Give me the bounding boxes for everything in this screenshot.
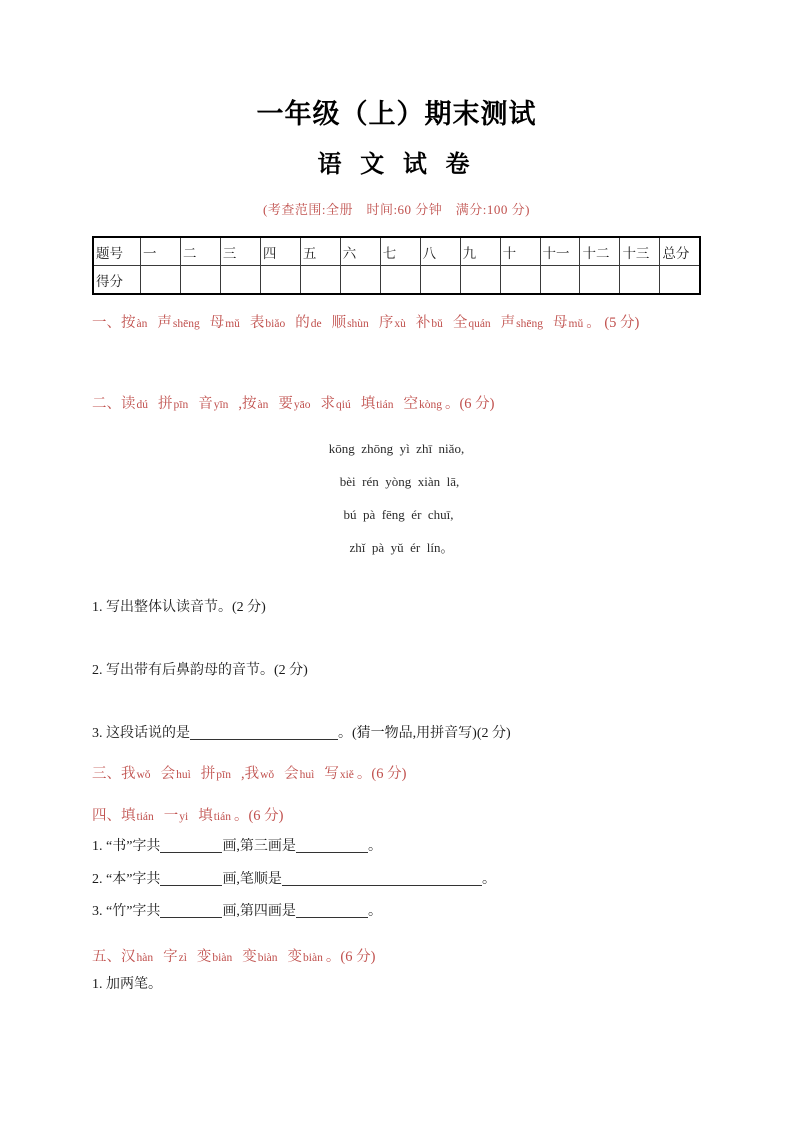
pinyin-line-1: kōng zhōng yì zhī niǎo, bbox=[328, 440, 465, 456]
score-cell-12[interactable] bbox=[620, 266, 660, 295]
hanzi: 母 bbox=[553, 315, 568, 332]
hanzi: 空 bbox=[403, 395, 418, 412]
section-5-points: (6 分) bbox=[340, 949, 376, 966]
section-1-body bbox=[121, 315, 586, 331]
score-cell-10[interactable] bbox=[540, 266, 580, 295]
hanzi: 顺 bbox=[331, 315, 347, 332]
table-row-header bbox=[93, 237, 700, 266]
exam-meta-note: (考查范围:全册 时间:60 分钟 满分:100 分) bbox=[263, 202, 530, 218]
hanzi: 会 bbox=[160, 766, 176, 783]
section-4-body bbox=[121, 808, 234, 824]
section-4-item-1-mid: 画,第三画是 bbox=[222, 838, 296, 854]
fill-blank-guess[interactable] bbox=[190, 739, 338, 740]
pinyin: biàn bbox=[257, 952, 278, 965]
score-cell-13[interactable] bbox=[660, 266, 700, 295]
section-5-tail: 。 bbox=[325, 949, 341, 966]
section-4-item-2-pre: 2. “本”字共 bbox=[92, 871, 161, 887]
pinyin: bǔ bbox=[431, 318, 443, 331]
hanzi: 填 bbox=[198, 808, 213, 825]
section-1-number: 一、 bbox=[92, 315, 121, 332]
pinyin: tián bbox=[136, 811, 154, 824]
score-cell-9[interactable] bbox=[500, 266, 540, 295]
hanzi: 表 bbox=[249, 315, 265, 332]
section-3-body bbox=[121, 766, 357, 782]
section-4-tail: 。 bbox=[233, 808, 249, 825]
pinyin: yi bbox=[179, 811, 189, 824]
section-3-number: 三、 bbox=[92, 766, 121, 783]
pinyin: pīn bbox=[173, 398, 189, 411]
score-table-col-5: 六 bbox=[340, 237, 380, 266]
score-table-col-4: 五 bbox=[300, 237, 340, 266]
section-3-points: (6 分) bbox=[371, 766, 407, 783]
score-cell-5[interactable] bbox=[340, 266, 380, 295]
section-4-item-2-post: 。 bbox=[481, 871, 496, 887]
fill-blank-4-3-a[interactable] bbox=[160, 917, 222, 918]
pinyin: tián bbox=[213, 811, 231, 824]
hanzi: 声 bbox=[157, 315, 172, 332]
hanzi: 汉 bbox=[121, 949, 136, 966]
pinyin-line-4: zhǐ pà yǔ ér lín。 bbox=[349, 540, 454, 556]
section-5-number: 五、 bbox=[92, 949, 121, 966]
score-cell-1[interactable] bbox=[180, 266, 220, 295]
hanzi: 按 bbox=[121, 315, 136, 332]
section-4-number: 四、 bbox=[92, 808, 121, 825]
fill-blank-4-2-b[interactable] bbox=[282, 885, 482, 886]
hanzi: 写 bbox=[324, 766, 339, 783]
hanzi: 的 bbox=[295, 315, 310, 332]
hanzi: 变 bbox=[242, 949, 257, 966]
pinyin: tián bbox=[376, 398, 394, 411]
pinyin-line-3: bú pà fēng ér chuī, bbox=[343, 507, 454, 523]
score-cell-4[interactable] bbox=[300, 266, 340, 295]
section-1-tail: 。 bbox=[586, 315, 601, 332]
hanzi: 读 bbox=[121, 395, 136, 412]
hanzi: 变 bbox=[196, 949, 212, 966]
fill-blank-4-1-a[interactable] bbox=[160, 852, 222, 853]
score-table-col-13: 总分 bbox=[660, 237, 700, 266]
section-4-item-2 bbox=[92, 864, 701, 897]
pinyin: kòng bbox=[418, 398, 442, 411]
answer-space-1 bbox=[92, 338, 701, 376]
section-5-heading bbox=[92, 929, 701, 971]
section-4-heading bbox=[92, 788, 701, 830]
score-table-col-11: 十二 bbox=[580, 237, 620, 266]
score-table-col-6: 七 bbox=[380, 237, 420, 266]
pinyin: shēng bbox=[516, 318, 544, 331]
pinyin: shùn bbox=[347, 318, 369, 331]
section-5-body bbox=[121, 949, 326, 965]
score-cell-7[interactable] bbox=[420, 266, 460, 295]
pinyin: pīn bbox=[216, 769, 231, 782]
pinyin: biàn bbox=[303, 952, 323, 965]
section-4-item-1 bbox=[92, 831, 701, 864]
hanzi: 序 bbox=[378, 315, 394, 332]
hanzi: 要 bbox=[278, 395, 293, 412]
pinyin: mǔ bbox=[568, 318, 584, 331]
section-2-points: (6 分) bbox=[459, 395, 495, 412]
score-cell-3[interactable] bbox=[260, 266, 300, 295]
hanzi: ,我 bbox=[240, 766, 260, 783]
score-cell-6[interactable] bbox=[380, 266, 420, 295]
score-cell-8[interactable] bbox=[460, 266, 500, 295]
section-4-item-3-post: 。 bbox=[367, 904, 382, 920]
score-cell-11[interactable] bbox=[580, 266, 620, 295]
hanzi: 拼 bbox=[158, 395, 173, 412]
section-2-number: 二、 bbox=[92, 395, 121, 412]
section-4-points: (6 分) bbox=[248, 808, 284, 825]
hanzi: 填 bbox=[121, 808, 136, 825]
fill-blank-4-1-b[interactable] bbox=[296, 852, 368, 853]
hanzi: 音 bbox=[198, 395, 213, 412]
pinyin: qiú bbox=[336, 398, 351, 411]
hanzi: ,按 bbox=[238, 395, 257, 412]
section-3-heading bbox=[92, 746, 701, 788]
section-1-points: (5 分) bbox=[604, 315, 640, 332]
hanzi: 我 bbox=[121, 766, 136, 783]
section-2-sub-3-post: 。(猜一物品,用拼音写)(2 分) bbox=[338, 725, 511, 741]
hanzi: 会 bbox=[284, 766, 299, 783]
section-5-item-1: 1. 加两笔。 bbox=[92, 976, 162, 992]
hanzi: 全 bbox=[452, 315, 468, 332]
fill-blank-4-3-b[interactable] bbox=[296, 917, 368, 918]
hanzi: 变 bbox=[287, 949, 303, 966]
score-table-row-label-2: 得分 bbox=[93, 266, 141, 295]
pinyin: xù bbox=[394, 318, 406, 331]
pinyin: de bbox=[310, 318, 322, 331]
section-2-heading bbox=[92, 376, 701, 418]
pinyin: hàn bbox=[136, 952, 154, 965]
pinyin: wǒ bbox=[136, 769, 151, 782]
score-table-col-12: 十三 bbox=[620, 237, 660, 266]
pinyin: wǒ bbox=[260, 769, 275, 782]
pinyin: zì bbox=[178, 952, 187, 965]
hanzi: 声 bbox=[500, 315, 516, 332]
pinyin: yīn bbox=[213, 398, 229, 411]
pinyin: àn bbox=[136, 318, 148, 331]
score-table-row-label-1: 题号 bbox=[93, 237, 141, 266]
score-table-col-2: 三 bbox=[220, 237, 260, 266]
answer-space-2-2 bbox=[92, 683, 701, 721]
section-2-sub-3 bbox=[92, 721, 701, 746]
section-4-item-1-post: 。 bbox=[367, 838, 382, 854]
section-3-tail: 。 bbox=[356, 766, 372, 783]
hanzi: 母 bbox=[209, 315, 225, 332]
score-table bbox=[92, 236, 701, 295]
score-table-col-3: 四 bbox=[260, 237, 300, 266]
section-4-item-3 bbox=[92, 896, 701, 929]
hanzi: 求 bbox=[320, 395, 335, 412]
score-cell-2[interactable] bbox=[220, 266, 260, 295]
hanzi: 一 bbox=[163, 808, 179, 825]
score-table-col-1: 二 bbox=[180, 237, 220, 266]
pinyin: biàn bbox=[212, 952, 233, 965]
score-table-col-0: 一 bbox=[141, 237, 181, 266]
score-table-col-8: 九 bbox=[460, 237, 500, 266]
pinyin-passage bbox=[92, 418, 701, 565]
hanzi: 补 bbox=[415, 315, 431, 332]
pinyin: yāo bbox=[293, 398, 311, 411]
hanzi: 填 bbox=[360, 395, 376, 412]
section-2-sub-2: 2. 写出带有后鼻韵母的音节。(2 分) bbox=[92, 662, 308, 678]
pinyin: shēng bbox=[172, 318, 200, 331]
section-4-item-2-mid: 画,笔顺是 bbox=[222, 871, 282, 887]
hanzi: 字 bbox=[163, 949, 178, 966]
pinyin: mǔ bbox=[225, 318, 240, 331]
score-table-col-7: 八 bbox=[420, 237, 460, 266]
section-1-heading bbox=[92, 295, 701, 337]
page-subtitle: 语 文 试 卷 bbox=[317, 151, 476, 179]
pinyin: àn bbox=[257, 398, 269, 411]
pinyin: dú bbox=[136, 398, 148, 411]
pinyin: quán bbox=[468, 318, 491, 331]
page-title: 一年级（上）期末测试 bbox=[256, 99, 537, 129]
pinyin: huì bbox=[176, 769, 191, 782]
hanzi: 拼 bbox=[200, 766, 216, 783]
pinyin: xiě bbox=[339, 769, 354, 782]
fill-blank-4-2-a[interactable] bbox=[160, 885, 222, 886]
section-2-body bbox=[121, 396, 445, 412]
score-table-col-10: 十一 bbox=[540, 237, 580, 266]
pinyin: huì bbox=[299, 769, 315, 782]
score-table-col-9: 十 bbox=[500, 237, 540, 266]
section-4-item-1-pre: 1. “书”字共 bbox=[92, 838, 161, 854]
section-4-item-3-mid: 画,第四画是 bbox=[222, 904, 296, 920]
section-4-item-3-pre: 3. “竹”字共 bbox=[92, 904, 161, 920]
section-2-tail: 。 bbox=[444, 395, 460, 412]
pinyin-line-2: bèi rén yòng xiàn lā, bbox=[339, 474, 460, 490]
section-2-sub-3-pre: 3. 这段话说的是 bbox=[92, 725, 190, 741]
score-cell-0[interactable] bbox=[141, 266, 181, 295]
table-row-scores bbox=[93, 266, 700, 295]
section-2-sub-1: 1. 写出整体认读音节。(2 分) bbox=[92, 599, 266, 615]
pinyin: biǎo bbox=[265, 318, 286, 331]
spacer-before-sub1 bbox=[92, 565, 701, 595]
answer-space-2-1 bbox=[92, 620, 701, 658]
